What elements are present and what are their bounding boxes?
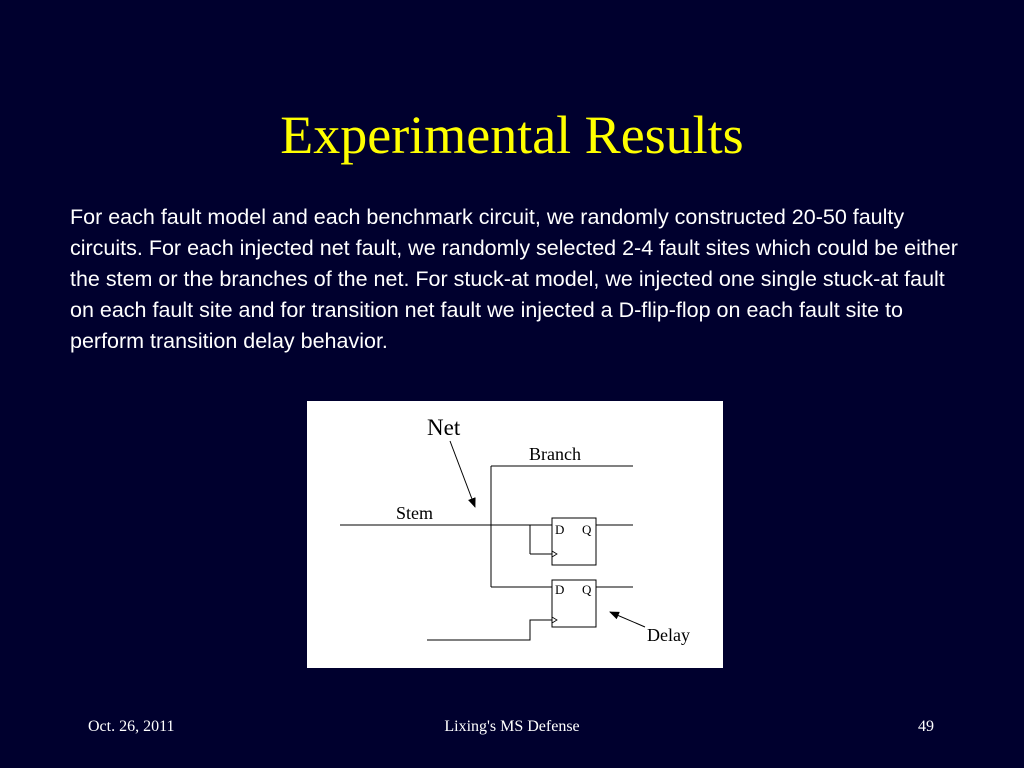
footer-date: Oct. 26, 2011 — [88, 718, 175, 735]
net-label: Net — [427, 415, 461, 440]
clock-wire-2 — [427, 620, 552, 640]
footer-page-number: 49 — [918, 718, 934, 735]
delay-arrow — [610, 612, 645, 627]
delay-label: Delay — [647, 625, 690, 645]
flip-flop-2-q-label: Q — [582, 582, 592, 597]
footer-presentation-title: Lixing's MS Defense — [444, 718, 580, 735]
net-arrow — [450, 441, 475, 507]
slide-body-text: For each fault model and each benchmark circuit, we randomly constructed 20-50 faulty circuits. For each injected net fault, we randomly selected 2-4 fault sites which could be either the stem or the branches of the net. For stuck-at model, we injected one single stuck-at fault on each fault site and for transition net fault we injected a D-flip-flop on each fault site to perform transition delay behavior. — [70, 205, 958, 353]
flip-flop-1-d-label: D — [555, 522, 565, 537]
circuit-diagram — [307, 401, 723, 668]
flip-flop-2-d-label: D — [555, 582, 565, 597]
circuit-diagram-svg — [307, 401, 723, 668]
branch-label: Branch — [529, 444, 581, 464]
flip-flop-1-q-label: Q — [582, 522, 592, 537]
stem-label: Stem — [396, 503, 434, 523]
slide-title: Experimental Results — [280, 105, 744, 165]
